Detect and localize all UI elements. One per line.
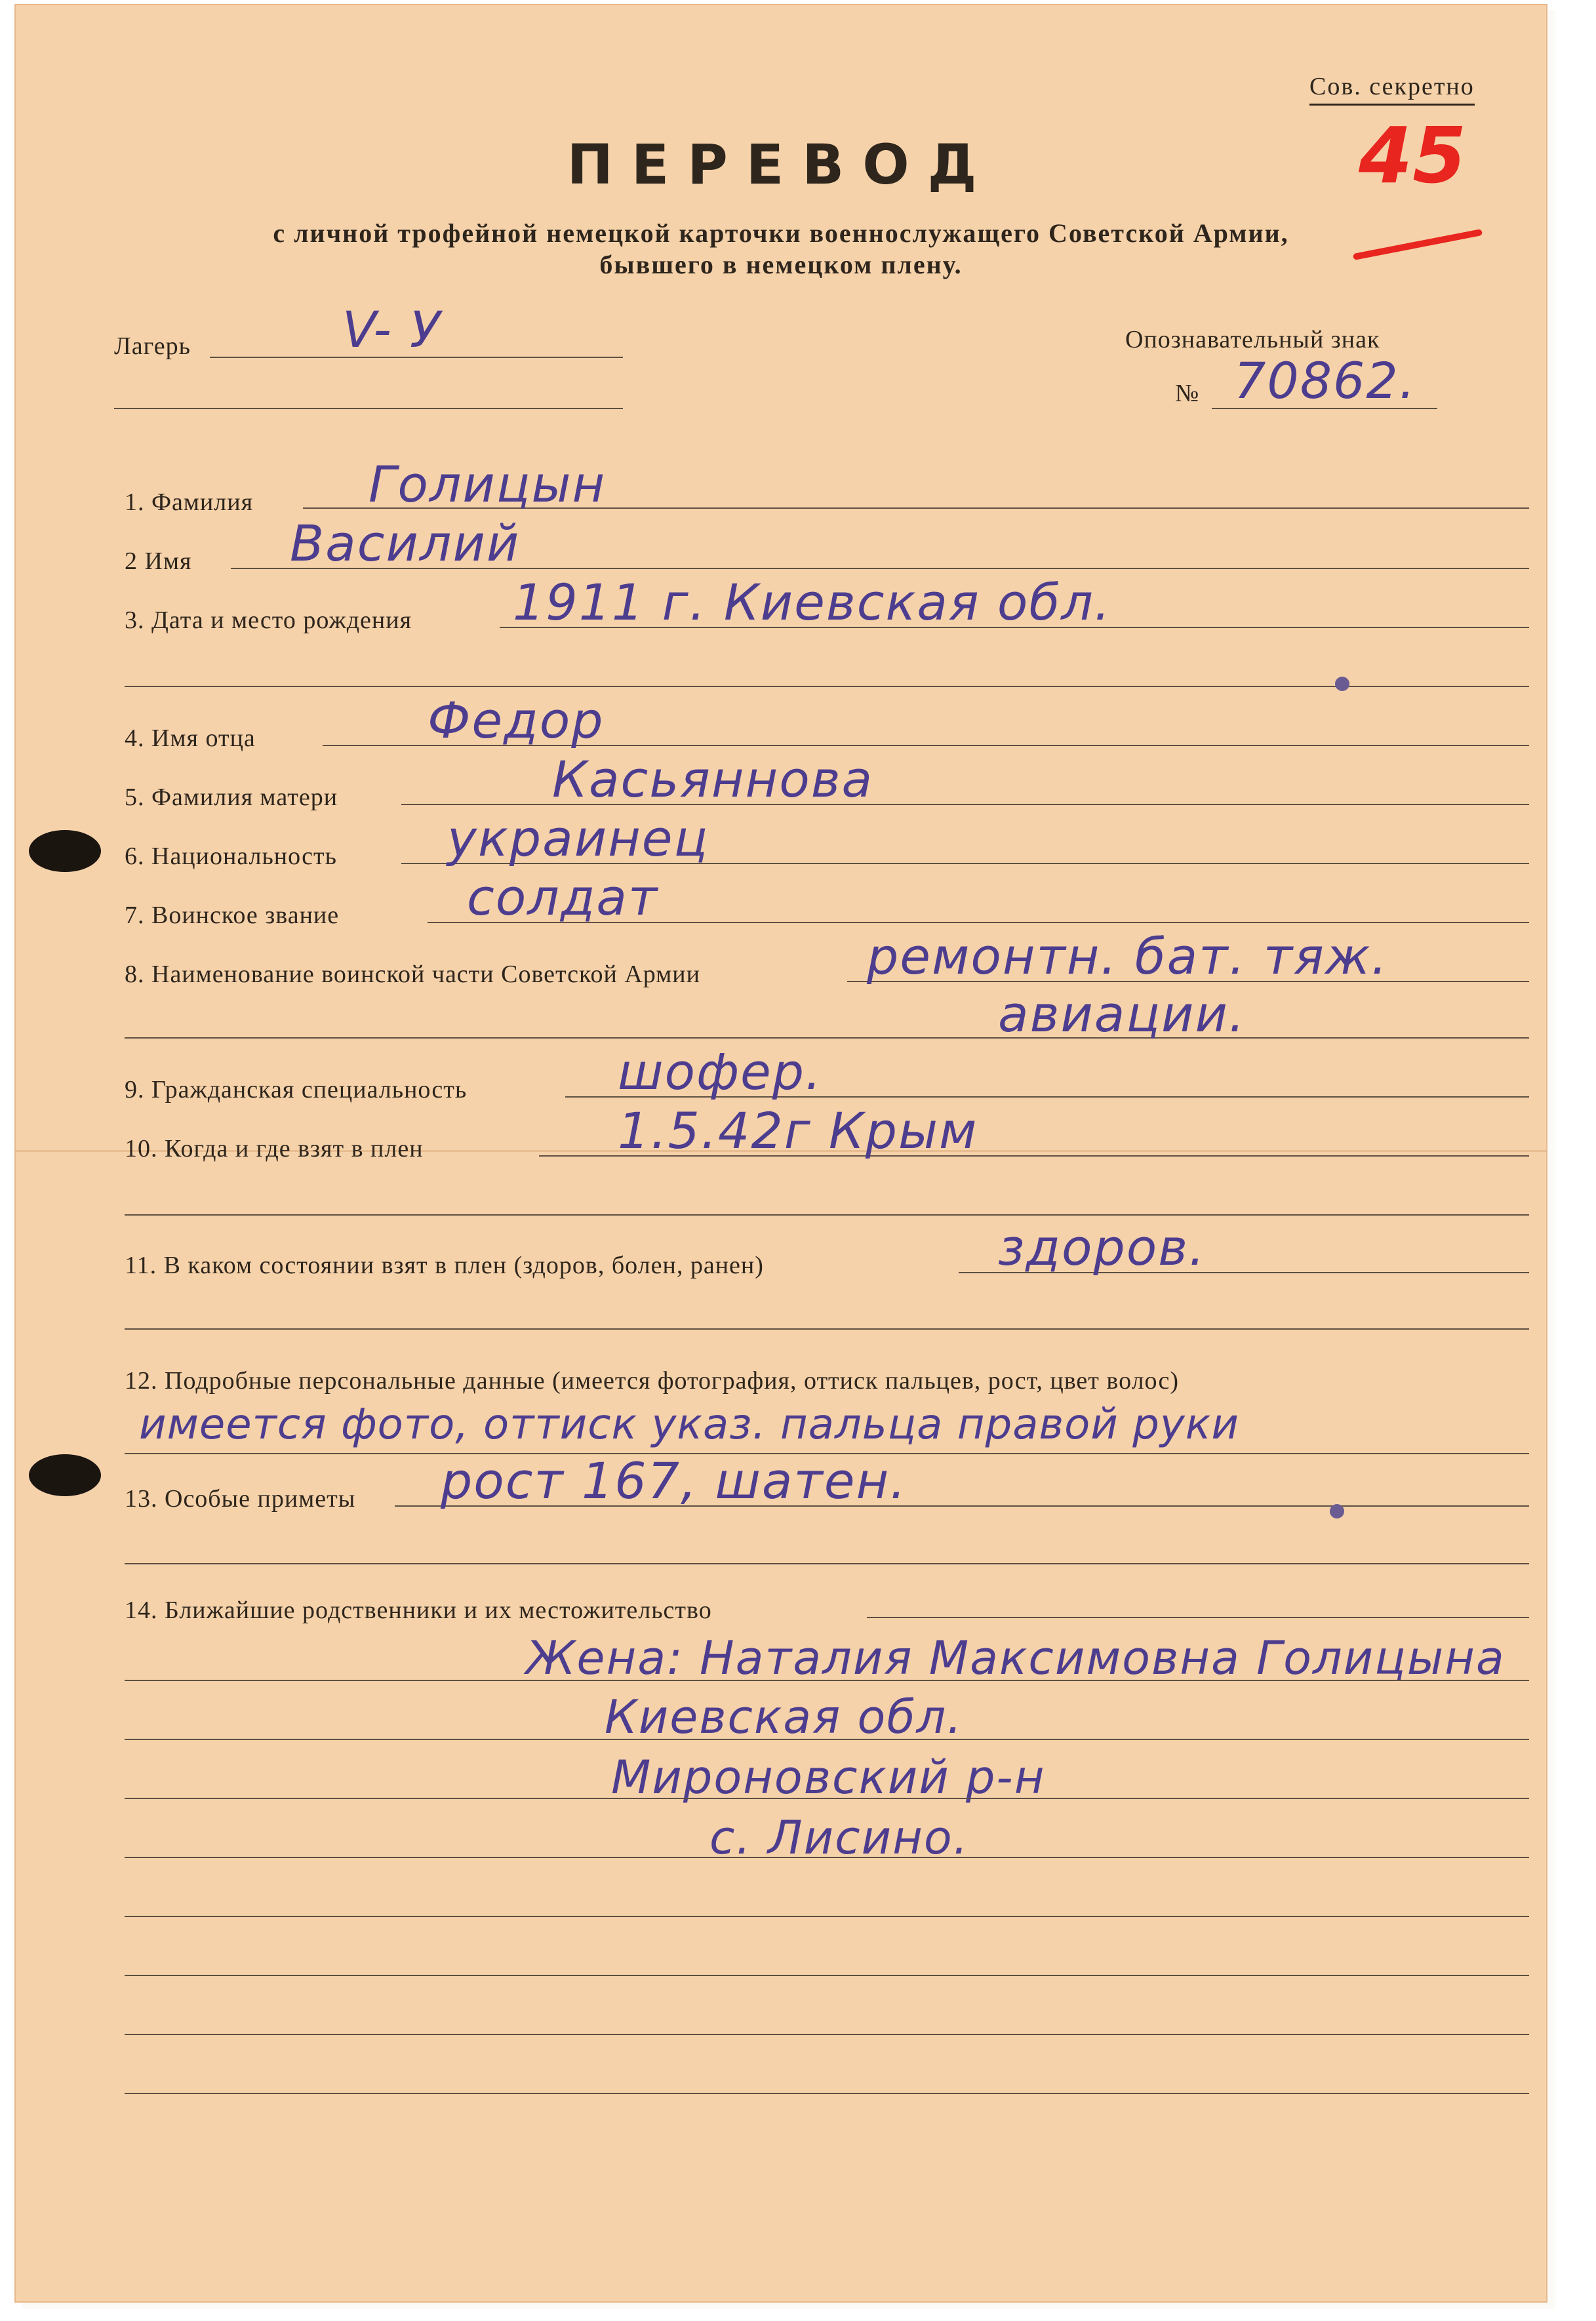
relatives-rule-4 xyxy=(125,1857,1529,1858)
field-13-label: 13. Особые приметы xyxy=(125,1485,356,1513)
camp-value: V- У xyxy=(342,300,442,359)
field-10-label: 10. Когда и где взят в плен xyxy=(125,1135,424,1162)
field-12-label: 12. Подробные персональные данные (имеется фотография, оттиск пальцев, рост, цвет волос) xyxy=(125,1367,1179,1395)
field-4-value: Федор xyxy=(428,691,605,749)
field-14-value-line1: Жена: Наталия Максимовна Голицына xyxy=(526,1631,1506,1685)
field-13-rule-2 xyxy=(125,1563,1529,1564)
field-11-label: 11. В каком состоянии взят в плен (здоров, болен, ранен) xyxy=(125,1252,764,1279)
relatives-rule-2 xyxy=(125,1739,1529,1740)
field-12-value: имеется фото, оттиск указ. пальца правой руки xyxy=(139,1400,1239,1449)
field-2-label: 2 Имя xyxy=(125,547,192,575)
field-14-value-line3: Мироновский р-н xyxy=(611,1751,1046,1804)
field-14-value-line4: с. Лисино. xyxy=(709,1811,969,1865)
field-8-value-line1: ремонтн. бат. тяж. xyxy=(867,927,1389,985)
id-mark-value: 70862. xyxy=(1234,351,1416,410)
relatives-rule-1 xyxy=(125,1680,1529,1681)
field-3-value: 1911 г. Киевская обл. xyxy=(513,573,1111,631)
relatives-rule-8 xyxy=(125,2093,1529,2094)
relatives-rule-3 xyxy=(125,1798,1529,1799)
field-7-value: солдат xyxy=(467,868,659,926)
field-13-value: рост 167, шатен. xyxy=(441,1452,908,1510)
field-10-value: 1.5.42г Крым xyxy=(618,1101,978,1160)
camp-label: Лагерь xyxy=(114,332,191,360)
red-stamp-number: 45 xyxy=(1359,110,1467,201)
field-14-value-line2: Киевская обл. xyxy=(605,1690,963,1744)
field-3-label: 3. Дата и место рождения xyxy=(125,606,412,634)
punch-hole-upper xyxy=(29,830,101,872)
field-8-value-line2: авиации. xyxy=(998,985,1247,1043)
document-subtitle-line1: с личной трофейной немецкой карточки военнослужащего Советской Армии, xyxy=(273,218,1289,248)
field-8-label: 8. Наименование воинской части Советской Армии xyxy=(125,961,700,988)
camp-rule-2 xyxy=(114,408,623,409)
field-5-value: Касьяннова xyxy=(552,750,874,808)
relatives-rule-7 xyxy=(125,2034,1529,2035)
field-6-label: 6. Национальность xyxy=(125,843,337,870)
punch-hole-lower xyxy=(29,1454,101,1496)
field-9-value: шофер. xyxy=(618,1042,823,1101)
field-14-rule xyxy=(867,1617,1529,1618)
relatives-rule-6 xyxy=(125,1975,1529,1976)
field-10-rule-2 xyxy=(125,1214,1529,1216)
relatives-rule-5 xyxy=(125,1916,1529,1917)
field-1-label: 1. Фамилия xyxy=(125,488,254,516)
field-2-value: Василий xyxy=(290,514,521,572)
field-3-rule-2 xyxy=(125,686,1529,687)
field-7-label: 7. Воинское звание xyxy=(125,902,340,929)
field-5-label: 5. Фамилия матери xyxy=(125,784,338,811)
field-4-label: 4. Имя отца xyxy=(125,724,256,752)
ink-dot-2 xyxy=(1330,1504,1344,1518)
field-14-label: 14. Ближайшие родственники и их местожительство xyxy=(125,1597,712,1624)
id-mark-label: Опознавательный знак xyxy=(1125,326,1380,353)
ink-dot xyxy=(1335,677,1349,691)
field-11-rule-2 xyxy=(125,1328,1529,1330)
field-11-value: здоров. xyxy=(998,1218,1207,1277)
document-title: ПЕРЕВОД xyxy=(567,132,995,197)
document-sheet xyxy=(14,4,1547,2303)
document-subtitle-line2: бывшего в немецком плену. xyxy=(599,250,963,279)
field-9-label: 9. Гражданская специальность xyxy=(125,1076,468,1103)
field-6-value: украинец xyxy=(447,809,709,867)
id-mark-no-label: № xyxy=(1175,380,1200,407)
field-8-rule-2 xyxy=(125,1037,1529,1039)
field-1-value: Голицын xyxy=(369,455,607,513)
classification-mark: Сов. секретно xyxy=(1309,72,1475,106)
